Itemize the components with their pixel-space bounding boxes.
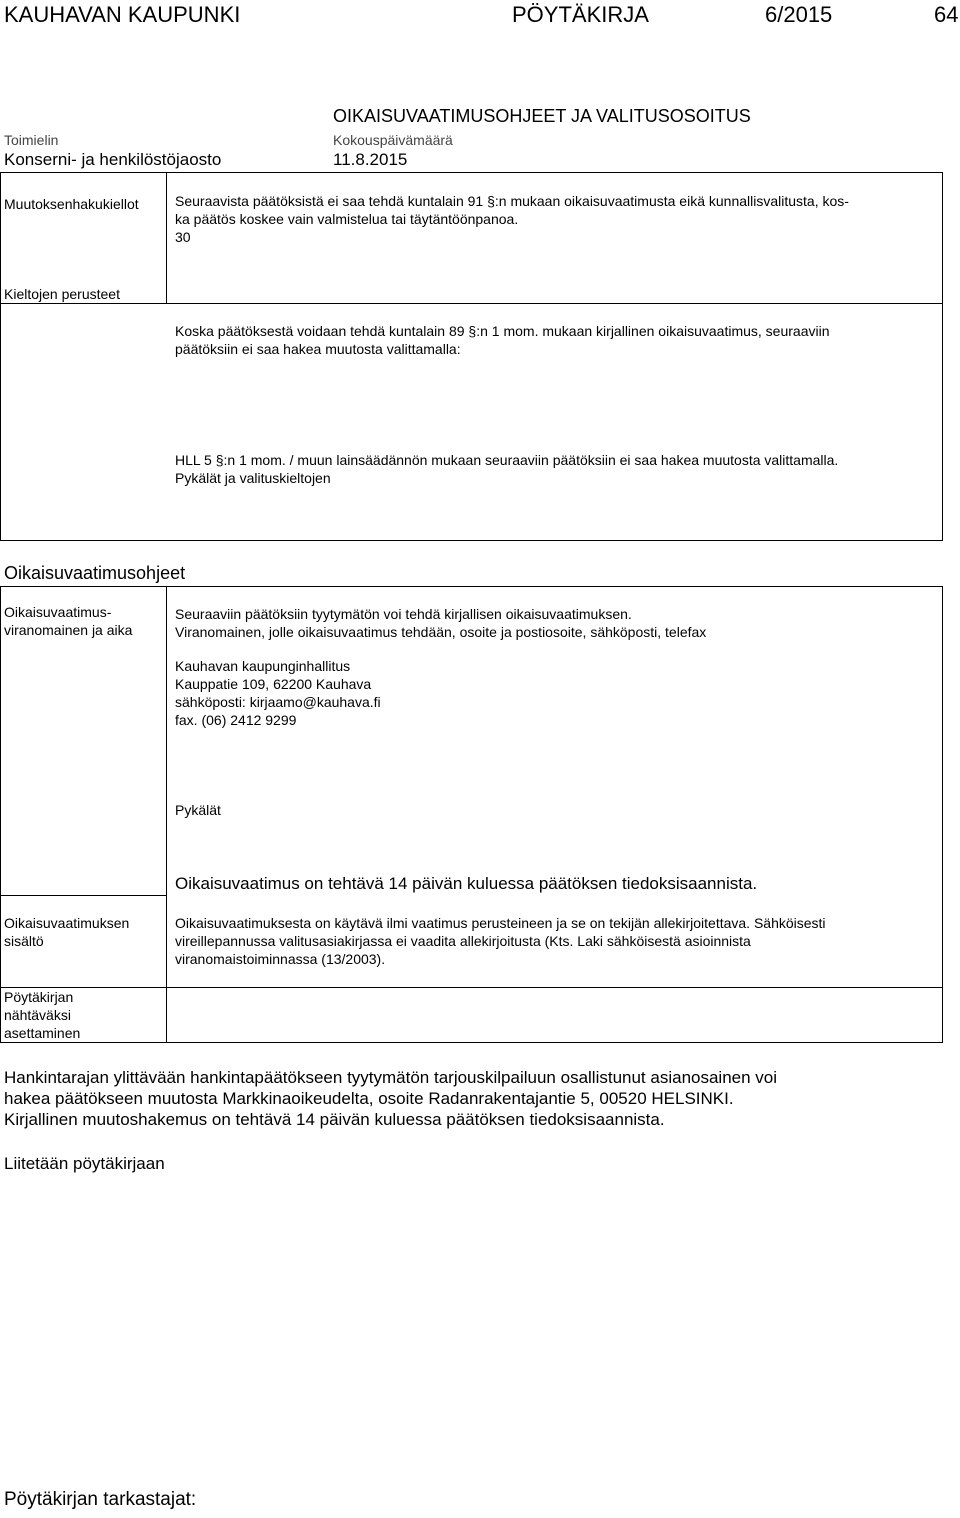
page-number: 64 — [934, 2, 959, 27]
instructions-title: Oikaisuvaatimusohjeet — [4, 563, 186, 583]
instructions-divider — [166, 586, 167, 1043]
grounds-label: Kieltojen perusteet — [4, 286, 120, 302]
attachment-text: Liitetään pöytäkirjaan — [4, 1154, 165, 1173]
instructions-sep-1 — [0, 895, 166, 896]
restrictions-sections: 30 — [175, 229, 191, 245]
section-title: OIKAISUVAATIMUSOHJEET JA VALITUSOSOITUS — [333, 106, 751, 126]
organ-label: Toimielin — [4, 132, 59, 148]
procurement-text: Hankintarajan ylittävään hankintapäätökseen tyytymätön tarjouskilpailuun osallistunut asianosainen voi hakea päätökseen muutosta Markkinaoikeudelta, osoite Radanrakentajantie 5, 00520 HELSINKI. Kirjallinen muutoshakemus on tehtävä 14 päivän kuluessa päätöksen tiedoksisaannista. — [4, 1068, 778, 1129]
instructions-sep-2 — [0, 987, 943, 988]
date-label: Kokouspäivämäärä — [333, 132, 453, 148]
authority-text: Seuraaviin päätöksiin tyytymätön voi tehdä kirjallisen oikaisuvaatimuksen. Viranomainen, jolle oikaisuvaatimus tehdään, osoite ja postiosoite, sähköposti, telefax — [175, 606, 707, 640]
restrictions-separator — [0, 303, 943, 304]
hll-text: HLL 5 §:n 1 mom. / muun lainsäädännön mukaan seuraaviin päätöksiin ei saa hakea muutosta valittamalla. Pykälät ja valituskieltojen — [175, 452, 839, 486]
instructions-table — [0, 586, 943, 1043]
doc-type: PÖYTÄKIRJA — [512, 2, 649, 27]
organ-value: Konserni- ja henkilöstöjaosto — [4, 150, 222, 169]
restrictions-text: Seuraavista päätöksistä ei saa tehdä kuntalain 91 §:n mukaan oikaisuvaatimusta eikä kunnallisvalitusta, kos- ka päätös koskee vain valmistelua tai täytäntöönpanoa. 30 — [175, 193, 849, 245]
restrictions-label: Muutoksenhakukiellot — [4, 196, 139, 212]
display-label: Pöytäkirjan nähtäväksi asettaminen — [4, 989, 81, 1041]
content-text: Oikaisuvaatimuksesta on käytävä ilmi vaatimus perusteineen ja se on tekijän allekirjoitettava. Sähköisesti vireillepannussa valitusasiakirjassa ei vaadita allekirjoitusta (Kts. Laki sähköisestä asioinnista viranomaistoiminnassa (13/2003). — [175, 915, 826, 967]
grounds-text: Koska päätöksestä voidaan tehdä kuntalain 89 §:n 1 mom. mukaan kirjallinen oikaisuvaatimus, seuraaviin päätöksiin ei saa hakea muutosta valittamalla: — [175, 323, 830, 357]
deadline-text: Oikaisuvaatimus on tehtävä 14 päivän kuluessa päätöksen tiedoksisaannista. — [175, 874, 758, 893]
checkers-label: Pöytäkirjan tarkastajat: — [4, 1489, 197, 1510]
org-name: KAUHAVAN KAUPUNKI — [4, 2, 241, 27]
restrictions-divider — [166, 172, 167, 303]
sections-label: Pykälät — [175, 802, 221, 818]
date-value: 11.8.2015 — [333, 150, 408, 169]
authority-address: Kauhavan kaupunginhallitus Kauppatie 109, 62200 Kauhava sähköposti: kirjaamo@kauhava.fi fax. (06) 2412 9299 — [175, 658, 381, 728]
authority-label: Oikaisuvaatimus- viranomainen ja aika — [4, 604, 133, 638]
doc-number: 6/2015 — [765, 2, 833, 27]
content-label: Oikaisuvaatimuksen sisältö — [4, 915, 130, 949]
